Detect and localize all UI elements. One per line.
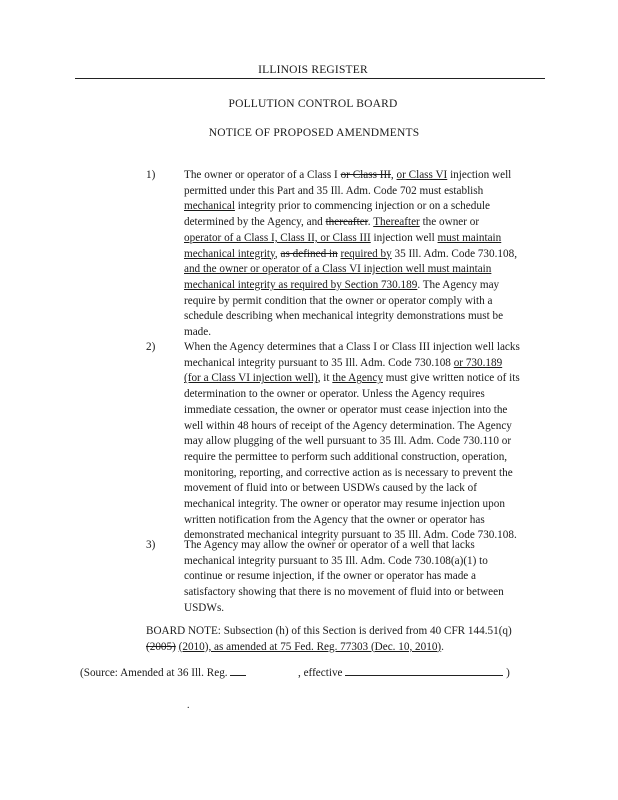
text-run: determined by the Agency, and	[184, 216, 326, 229]
text-run: permitted under this Part and 35 Ill. Adm. Code 702 must establish	[184, 184, 484, 197]
inserted-text: must maintain	[437, 231, 502, 244]
text-line	[184, 199, 554, 215]
text-line	[184, 184, 554, 200]
paragraph-number: 3)	[146, 539, 156, 551]
inserted-text: the Agency	[332, 372, 383, 385]
blank-page	[249, 666, 295, 676]
text-line	[184, 340, 554, 356]
text-line	[184, 278, 554, 294]
inserted-text: mechanical	[184, 200, 235, 213]
text-line	[184, 231, 554, 247]
text-line	[184, 513, 554, 529]
text-line	[184, 434, 554, 450]
text-line	[184, 554, 554, 570]
text-run: satisfactory showing that there is no movement of fluid into or between	[184, 586, 504, 599]
text-run: .	[441, 640, 444, 653]
text-run: written notification from the Agency that the owner or operator has	[184, 513, 485, 526]
text-line	[184, 497, 554, 513]
text-line	[184, 294, 554, 310]
text-line	[184, 215, 554, 231]
text-run: .	[367, 216, 374, 229]
text-line	[184, 403, 554, 419]
inserted-text: and the owner or operator of a Class VI injection well must maintain	[184, 263, 492, 276]
board-heading: POLLUTION CONTROL BOARD	[228, 98, 398, 110]
text-line	[146, 640, 566, 656]
text-run: mechanical integrity pursuant to 35 Ill. Adm. Code 730.108	[184, 356, 454, 369]
text-run: When the Agency determines that a Class I or Class III injection well lacks	[184, 341, 520, 353]
text-run: continue or resume injection, if the owner or operator has made a	[184, 570, 477, 583]
text-line	[184, 247, 554, 263]
text-line	[146, 624, 566, 640]
text-line	[184, 450, 554, 466]
inserted-text: or Class VI	[396, 169, 448, 181]
paragraph-number: 2)	[146, 341, 156, 353]
text-run: ,	[274, 247, 281, 260]
text-run: ,	[390, 169, 397, 181]
text-run: injection well	[370, 231, 438, 244]
source-suffix: )	[506, 667, 510, 679]
text-run: mechanical integrity pursuant to 35 Ill. Adm. Code 730.108(a)(1) to	[184, 554, 488, 567]
source-prefix: (Source: Amended at 36 Ill. Reg.	[80, 667, 228, 679]
text-line	[184, 466, 554, 482]
text-line	[184, 371, 554, 387]
text-run: determination to the owner or operator. Unless the Agency requires	[184, 388, 485, 401]
text-run: monitoring, reporting, and corrective action as is necessary to prevent the	[184, 466, 513, 479]
text-run: integrity prior to commencing injection or on a schedule	[234, 200, 491, 213]
deleted-text: thereafter	[325, 216, 368, 229]
paragraph-text	[184, 168, 554, 341]
text-run: BOARD NOTE: Subsection (h) of this Section is derived from 40 CFR 144.51(q)	[146, 625, 512, 637]
text-run: well within 48 hours of receipt of the Agency determination. The Agency	[184, 419, 512, 432]
text-line	[184, 538, 554, 554]
text-run: The owner or operator of a Class I	[184, 169, 341, 181]
text-run: require the permittee to perform such additional construction, operation,	[184, 450, 508, 463]
paragraph-number: 1)	[146, 169, 156, 181]
inserted-text: Thereafter	[373, 216, 420, 229]
text-run: mechanical integrity. The owner or operator may resume injection upon	[184, 498, 505, 511]
text-run: made.	[184, 326, 212, 339]
inserted-text: mechanical integrity	[184, 247, 275, 260]
inserted-text: mechanical integrity as required by Section 730.189	[184, 278, 418, 291]
text-run: . The Agency may	[417, 278, 500, 291]
text-run: immediate cessation, the owner or operator must cease injection into the	[184, 403, 508, 416]
blank-volume	[230, 665, 246, 676]
source-note	[80, 665, 510, 679]
header-rule	[75, 78, 545, 79]
text-line	[184, 419, 554, 435]
text-run: must give written notice of its	[382, 372, 520, 385]
text-line	[184, 585, 554, 601]
text-line	[184, 168, 554, 184]
blank-effective-date	[345, 665, 503, 676]
text-run: The Agency may allow the owner or operator of a well that lacks	[184, 539, 475, 551]
inserted-text: required by	[340, 247, 392, 260]
text-run: USDWs.	[184, 601, 225, 614]
inserted-text: or 730.189	[453, 356, 503, 369]
text-run: require by permit condition that the owner or operator comply with a	[184, 294, 493, 307]
inserted-text: (for a Class VI injection well)	[184, 372, 318, 385]
text-run: may allow plugging of the well pursuant to 35 Ill. Adm. Code 730.110 or	[184, 435, 512, 448]
notice-heading: NOTICE OF PROPOSED AMENDMENTS	[208, 127, 420, 139]
text-run: movement of fluid into or between USDWs caused by the lack of	[184, 482, 477, 495]
text-line	[184, 309, 554, 325]
register-heading: ILLINOIS REGISTER	[258, 64, 368, 76]
text-run: , it	[317, 372, 333, 385]
inserted-text: (2010), as amended at 75 Fed. Reg. 77303 (Dec. 10, 2010)	[178, 640, 442, 653]
text-line	[184, 601, 554, 617]
paragraph-text	[184, 538, 554, 617]
deleted-text: (2005)	[146, 640, 176, 653]
text-run: demonstrated mechanical integrity pursuant to 35 Ill. Adm. Code 730.108.	[184, 529, 517, 542]
text-run: 35 Ill. Adm. Code 730.108,	[391, 247, 517, 260]
text-line	[184, 356, 554, 372]
paragraph-text	[184, 340, 554, 544]
deleted-text: or Class III	[340, 169, 391, 181]
board-note	[146, 624, 566, 655]
text-line	[184, 262, 554, 278]
deleted-text: as defined in	[280, 247, 338, 260]
inserted-text: operator of a Class I, Class II, or Class III	[184, 231, 371, 244]
text-line	[184, 481, 554, 497]
text-run: the owner or	[419, 216, 480, 229]
text-line	[184, 325, 554, 341]
source-effective: , effective	[297, 667, 343, 679]
text-run: injection well	[447, 169, 512, 181]
text-line	[184, 569, 554, 585]
stray-mark: .	[187, 700, 190, 711]
text-run: schedule describing when mechanical integrity demonstrations must be	[184, 310, 504, 323]
text-line	[184, 387, 554, 403]
